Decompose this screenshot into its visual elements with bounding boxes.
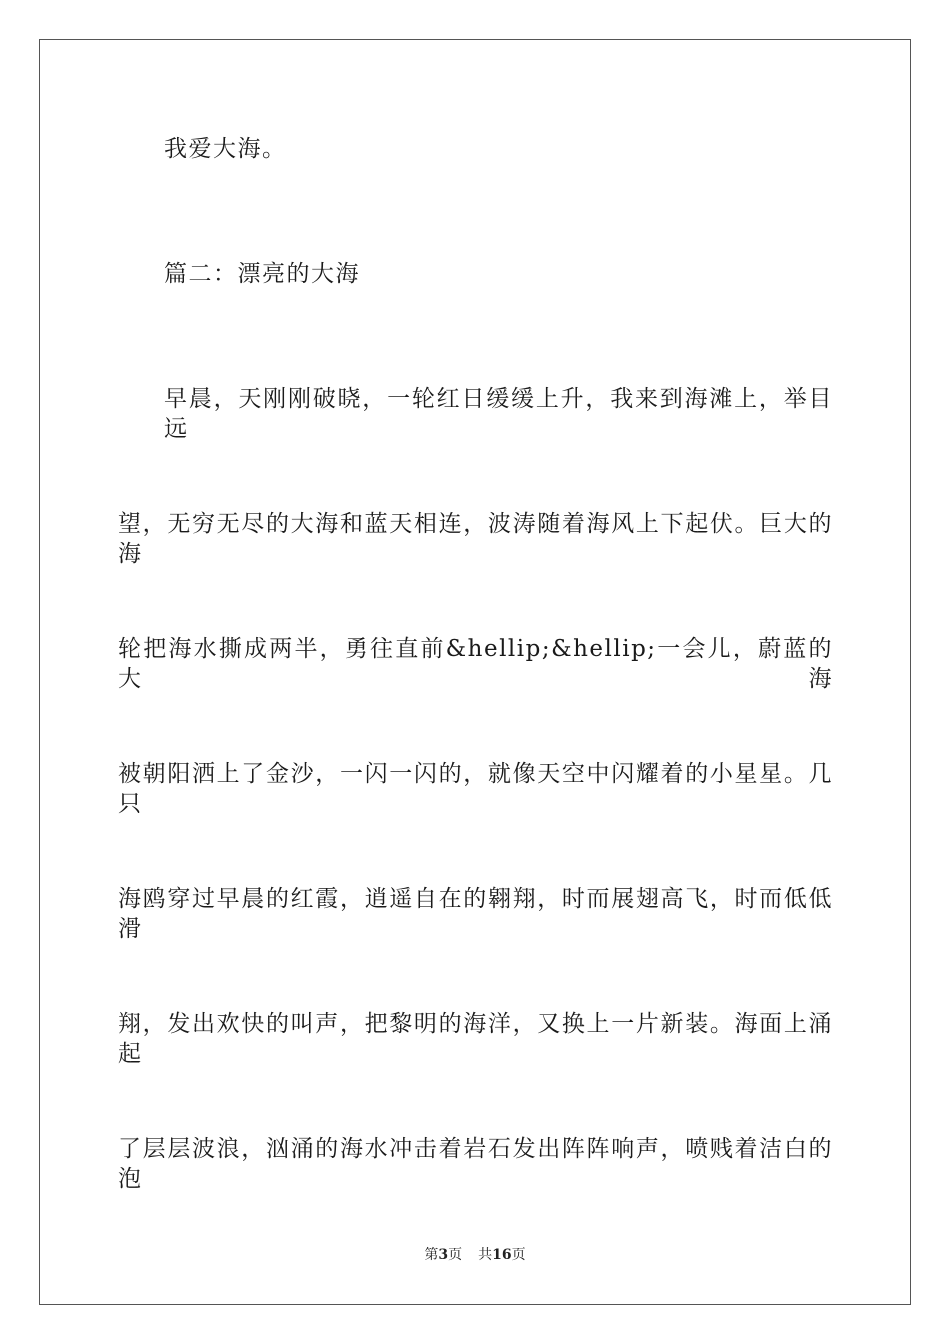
paragraph-line-7: 了层层波浪，汹涌的海水冲击着岩石发出阵阵响声，喷贱着洁白的泡 <box>118 1136 833 1192</box>
paragraph-line-3: 轮把海水撕成两半，勇往直前&hellip;&hellip;一会儿，蔚蓝的大海 <box>118 636 833 692</box>
paragraph-line-closing: 我爱大海。 <box>164 136 287 162</box>
paragraph-line-1: 早晨，天刚刚破晓，一轮红日缓缓上升，我来到海滩上，举目远 <box>164 386 833 442</box>
paragraph-line-5: 海鸥穿过早晨的红霞，逍遥自在的翱翔，时而展翅高飞，时而低低滑 <box>118 886 833 942</box>
page-footer <box>0 1245 950 1265</box>
paragraph-line-2: 望，无穷无尽的大海和蓝天相连，波涛随着海风上下起伏。巨大的海 <box>118 511 833 567</box>
paragraph-line-6: 翔，发出欢快的叫声，把黎明的海洋，又换上一片新装。海面上涌起 <box>118 1011 833 1067</box>
section-heading: 篇二：漂亮的大海 <box>164 261 360 287</box>
footer-total-pages: 16 <box>492 1247 512 1263</box>
footer-page-number: 3 <box>438 1247 449 1263</box>
paragraph-line-4: 被朝阳洒上了金沙，一闪一闪的，就像天空中闪耀着的小星星。几只 <box>118 761 833 817</box>
footer-page-suffix: 页 <box>448 1247 463 1263</box>
footer-total-suffix: 页 <box>511 1247 526 1263</box>
footer-total-prefix: 共 <box>478 1247 493 1263</box>
footer-page-prefix: 第 <box>424 1247 439 1263</box>
